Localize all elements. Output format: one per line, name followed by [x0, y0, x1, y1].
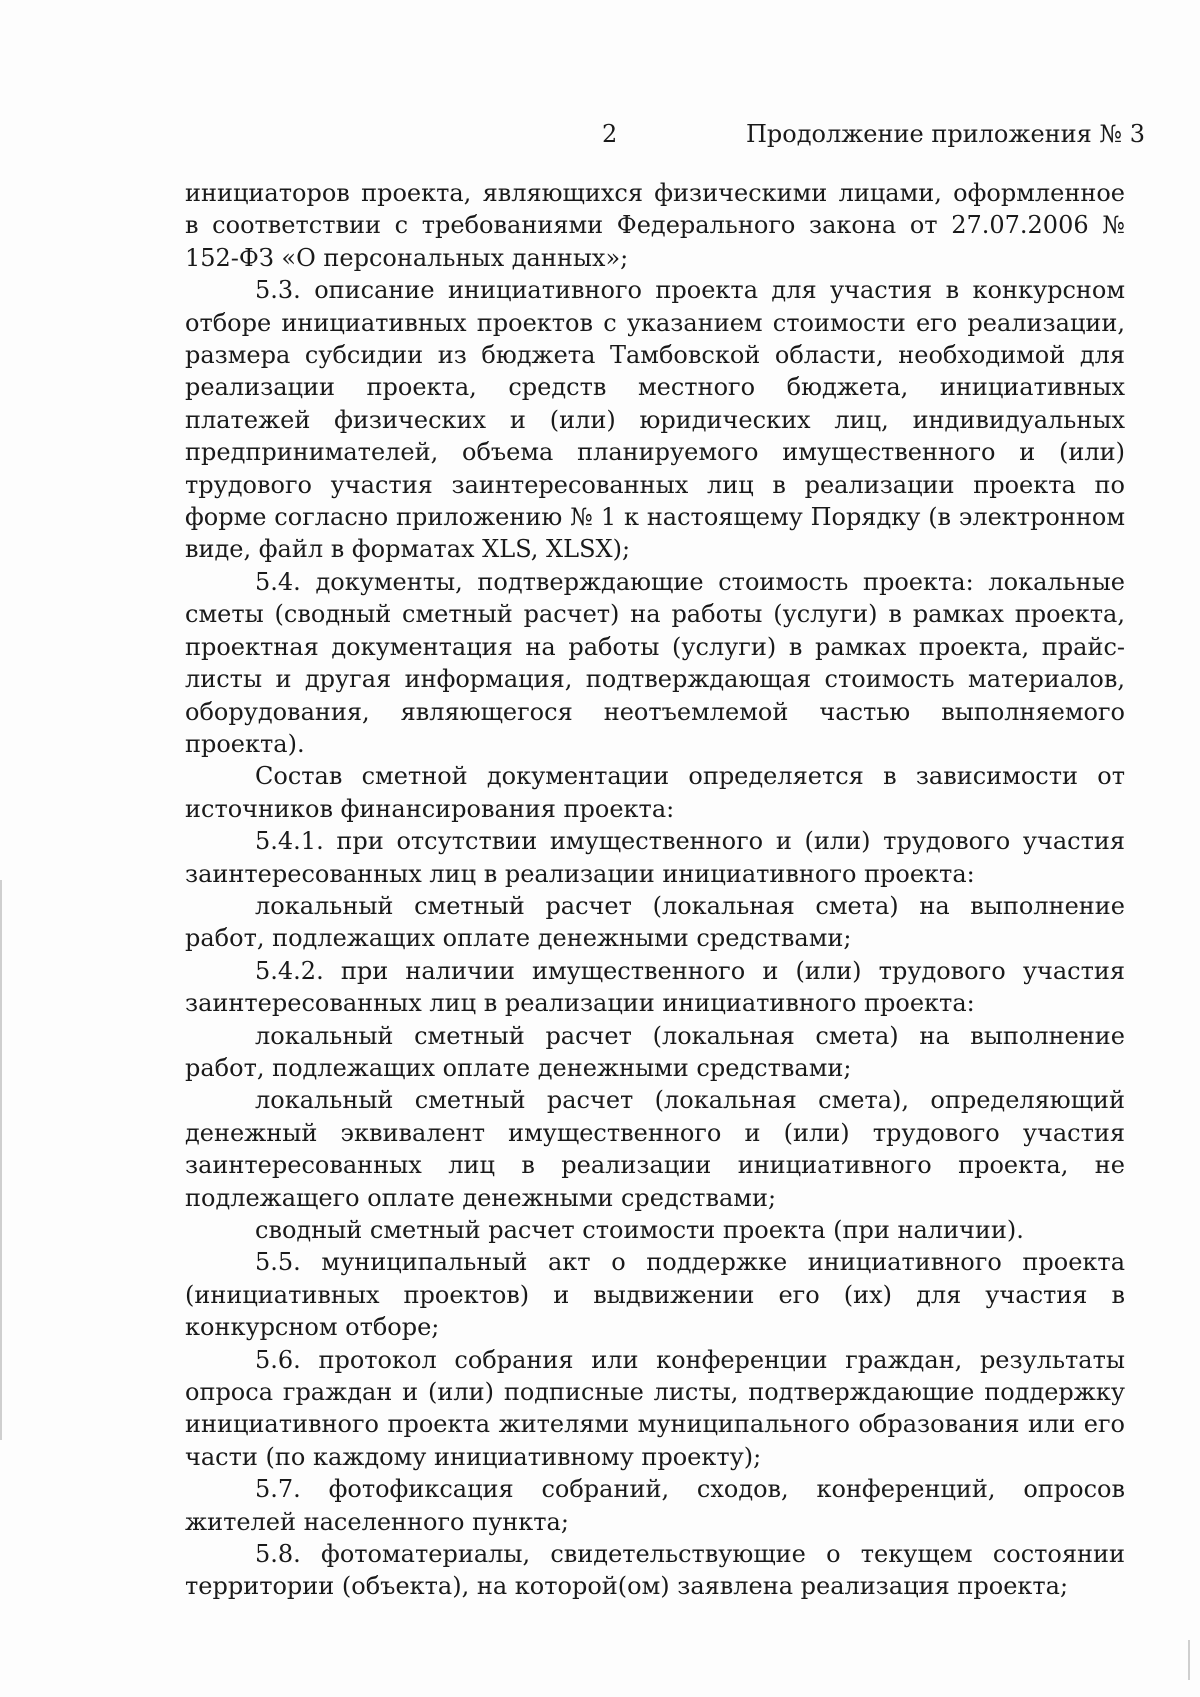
- paragraph-5-7: 5.7. фотофиксация собраний, сходов, конференций, опросов жителей населенного пункта;: [185, 1475, 1125, 1536]
- appendix-continuation-header: Продолжение приложения № 3: [746, 120, 1146, 148]
- scan-edge-mark: [0, 880, 2, 1440]
- paragraph-local-estimate: локальный сметный расчет (локальная смета) на выполнение работ, подлежащих оплате денежными средствами;: [185, 1021, 1125, 1082]
- page-number: 2: [602, 120, 618, 148]
- paragraph-5-8: 5.8. фотоматериалы, свидетельствующие о текущем состоянии территории (объекта), на которой(ом) заявлена реализация проекта;: [185, 1540, 1125, 1601]
- scan-edge-mark: [1188, 1640, 1190, 1680]
- paragraph-5-4: 5.4. документы, подтверждающие стоимость проекта: локальные сметы (сводный сметный расчет) на работы (услуги) в рамках проекта, проектная документация на работы (услуги) в рамках проекта, прайс-листы и другая информация, подтверждающая стоимость материалов, оборудования, являющегося неотъемлемой частью выполняемого проекта).: [185, 567, 1125, 758]
- paragraph-5-4-2: 5.4.2. при наличии имущественного и (или) трудового участия заинтересованных лиц в реализации инициативного проекта:: [185, 956, 1125, 1018]
- paragraph-5-6: 5.6. протокол собрания или конференции граждан, результаты опроса граждан и (или) подписные листы, подтверждающие поддержку инициативного проекта жителями муниципального образования или его части (по каждому инициативному проекту);: [185, 1345, 1125, 1471]
- paragraph-5-3: 5.3. описание инициативного проекта для участия в конкурсном отборе инициативных проектов с указанием стоимости его реализации, размера субсидии из бюджета Тамбовской области, необходимой для реализации проекта, средств местного бюджета, инициативных платежей физических и (или) юридических лиц, индивидуальных предпринимателей, объема планируемого имущественного и (или) трудового участия заинтересованных лиц в реализации проекта по форме согласно приложению № 1 к настоящему Порядку (в электронном виде, файл в форматах XLS, XLSX);: [185, 276, 1125, 564]
- document-body: [185, 177, 1125, 1603]
- paragraph-estimate-composition: Состав сметной документации определяется в зависимости от источников финансирования проекта:: [185, 762, 1125, 823]
- paragraph: инициаторов проекта, являющихся физическими лицами, оформленное в соответствии с требованиями Федерального закона от 27.07.2006 № 152-ФЗ «О персональных данных»;: [185, 179, 1125, 272]
- paragraph-summary-estimate: сводный сметный расчет стоимости проекта (при наличии).: [255, 1216, 1024, 1244]
- paragraph-local-estimate-equivalent: локальный сметный расчет (локальная смета), определяющий денежный эквивалент имущественного и (или) трудового участия заинтересованных лиц в реализации инициативного проекта, не подлежащего оплате денежными средствами;: [185, 1086, 1125, 1212]
- paragraph-local-estimate: локальный сметный расчет (локальная смета) на выполнение работ, подлежащих оплате денежными средствами;: [185, 891, 1125, 953]
- paragraph-5-4-1: 5.4.1. при отсутствии имущественного и (или) трудового участия заинтересованных лиц в реализации инициативного проекта:: [185, 827, 1125, 888]
- paragraph-5-5: 5.5. муниципальный акт о поддержке инициативного проекта (инициативных проектов) и выдвижении его (их) для участия в конкурсном отборе;: [185, 1248, 1125, 1342]
